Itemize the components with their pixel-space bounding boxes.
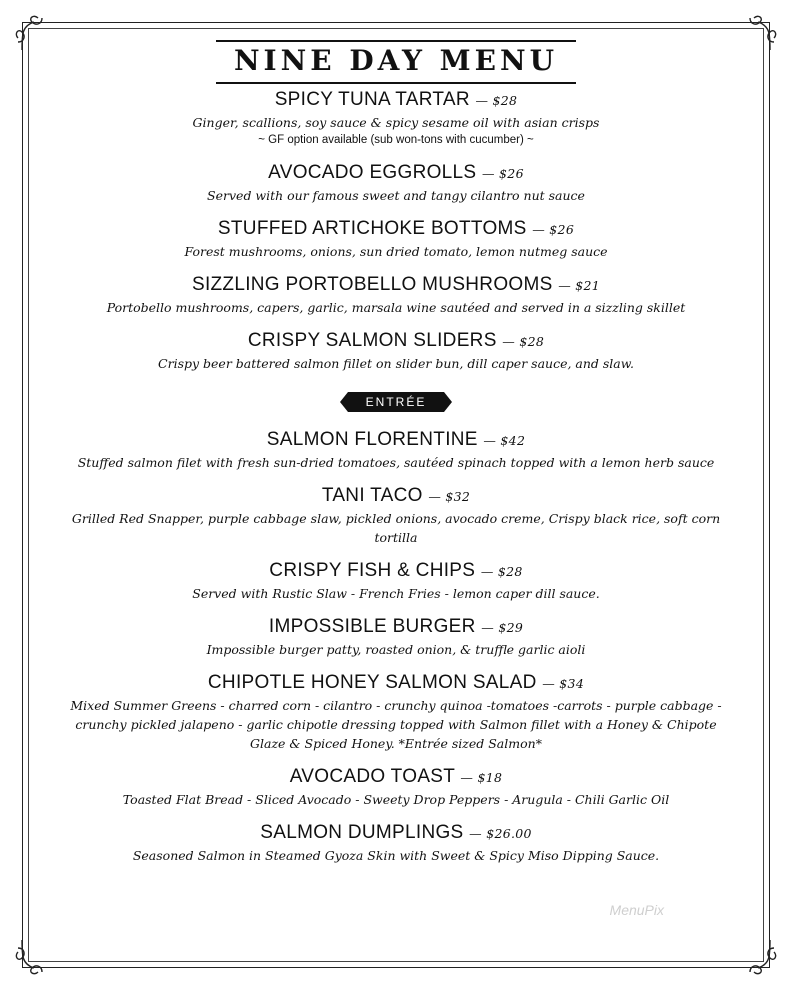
item-description: Seasoned Salmon in Steamed Gyoza Skin with Sweet & Spicy Miso Dipping Sauce. (132, 848, 660, 863)
item-description: Mixed Summer Greens - charred corn - cilantro - crunchy quinoa -tomatoes -carrots - purple cabbage - crunchy pickled jalapeno - garlic chipotle dressing topped with Salmon fillet with a Honey & Chipote Glaze & Spiced Honey. *Entrée sized Salmon* (70, 698, 722, 751)
menu-item (60, 559, 732, 603)
menu-item (60, 765, 732, 809)
menu-item (60, 428, 732, 472)
menu-item (60, 217, 732, 261)
menu-item (60, 615, 732, 659)
item-price: — $26 (481, 166, 524, 181)
item-price: — $26 (532, 222, 575, 237)
item-description: Served with our famous sweet and tangy cilantro nut sauce (207, 188, 585, 203)
item-description: Crispy beer battered salmon fillet on slider bun, dill caper sauce, and slaw. (158, 356, 634, 371)
item-note: ~ GF option available (sub won-tons with cucumber) ~ (258, 134, 534, 146)
corner-ornament-bottom-left (14, 936, 54, 976)
item-description: Stuffed salmon filet with fresh sun-dried tomatoes, sautéed spinach topped with a lemon herb sauce (77, 455, 715, 470)
item-name: TANI TACO (321, 485, 423, 506)
item-price: — $26.00 (469, 826, 532, 841)
menu-item (60, 88, 732, 149)
section-label-entree: ENTRÉE (348, 392, 445, 412)
item-price: — $28 (502, 334, 545, 349)
item-description: Impossible burger patty, roasted onion, & truffle garlic aioli (206, 642, 586, 657)
item-description: Ginger, scallions, soy sauce & spicy sesame oil with asian crisps (192, 115, 600, 130)
item-name: CRISPY FISH & CHIPS (269, 560, 476, 581)
item-name: IMPOSSIBLE BURGER (268, 616, 476, 637)
menu-item (60, 671, 732, 753)
menu-item (60, 821, 732, 865)
item-description: Portobello mushrooms, capers, garlic, marsala wine sautéed and served in a sizzling skillet (106, 300, 686, 315)
item-name: STUFFED ARTICHOKE BOTTOMS (217, 218, 527, 239)
item-name: SPICY TUNA TARTAR (274, 89, 470, 110)
menu-item (60, 484, 732, 547)
menu-item (60, 273, 732, 317)
item-price: — $32 (428, 489, 471, 504)
item-name: CRISPY SALMON SLIDERS (247, 330, 497, 351)
watermark-text: MenuPix (609, 902, 664, 918)
menu-list (60, 88, 732, 877)
menu-item (60, 161, 732, 205)
corner-ornament-bottom-right (738, 936, 778, 976)
item-price: — $28 (475, 93, 518, 108)
item-name: AVOCADO TOAST (289, 766, 455, 787)
item-price: — $34 (542, 676, 585, 691)
item-description: Forest mushrooms, onions, sun dried tomato, lemon nutmeg sauce (184, 244, 608, 259)
item-price: — $28 (480, 564, 523, 579)
item-description: Grilled Red Snapper, purple cabbage slaw, pickled onions, avocado creme, Crispy black rice, soft corn tortilla (71, 511, 721, 545)
item-name: SALMON DUMPLINGS (260, 822, 464, 843)
title-box (216, 40, 576, 84)
page-title: NINE DAY MENU (233, 44, 559, 77)
item-price: — $18 (460, 770, 503, 785)
menu-item (60, 329, 732, 373)
item-name: AVOCADO EGGROLLS (268, 162, 477, 183)
item-name: SALMON FLORENTINE (266, 429, 478, 450)
item-description: Served with Rustic Slaw - French Fries - lemon caper dill sauce. (192, 586, 600, 601)
item-price: — $42 (483, 433, 526, 448)
item-price: — $29 (481, 620, 524, 635)
item-price: — $21 (558, 278, 601, 293)
section-divider (60, 391, 732, 412)
item-description: Toasted Flat Bread - Sliced Avocado - Sweety Drop Peppers - Arugula - Chili Garlic Oil (122, 792, 670, 807)
item-name: CHIPOTLE HONEY SALMON SALAD (207, 672, 537, 693)
item-name: SIZZLING PORTOBELLO MUSHROOMS (191, 274, 553, 295)
title-banner (0, 40, 792, 84)
